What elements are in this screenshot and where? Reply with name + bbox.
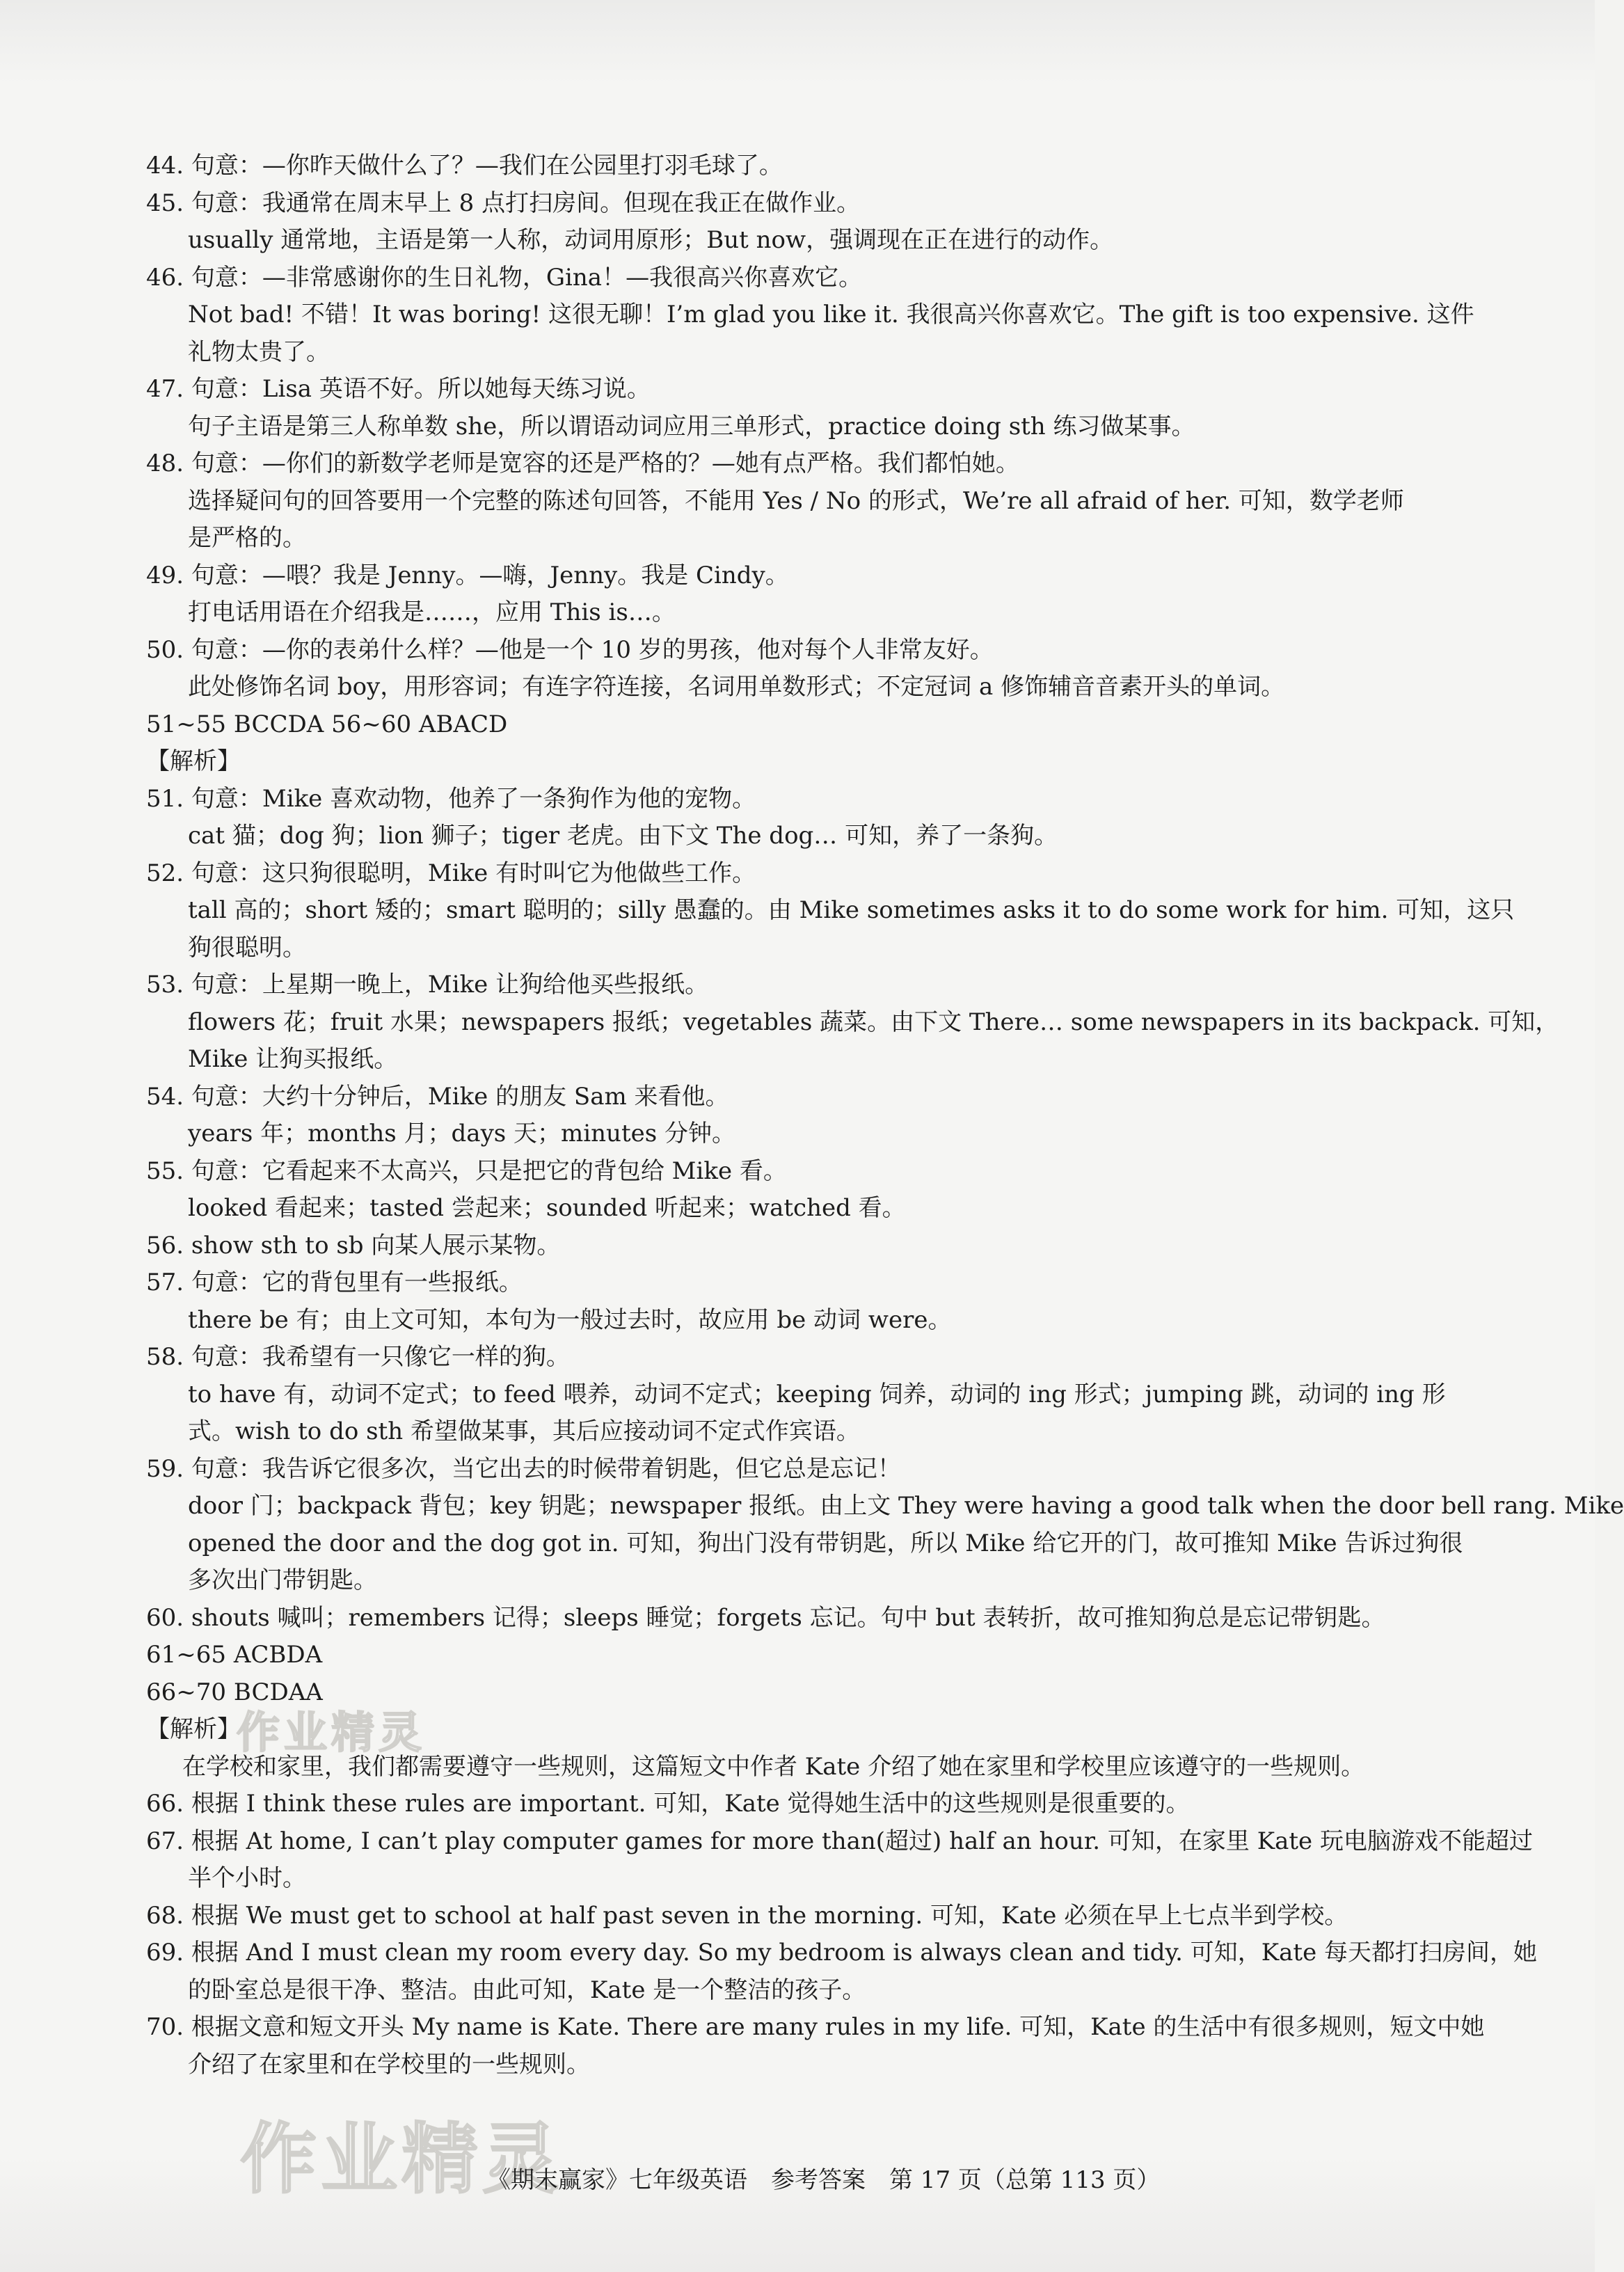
text-line: 59. 句意：我告诉它很多次，当它出去的时候带着钥匙，但它总是忘记！ — [146, 1454, 901, 1483]
text-line: 的卧室总是很干净、整洁。由此可知，Kate 是一个整洁的孩子。 — [188, 1976, 866, 2004]
text-line: 式。wish to do sth 希望做某事，其后应接动词不定式作宾语。 — [188, 1417, 860, 1445]
text-line: 60. shouts 喊叫；remembers 记得；sleeps 睡觉；forgets 忘记。句中 but 表转折，故可推知狗总是忘记带钥匙。 — [146, 1603, 1385, 1632]
text-line: 46. 句意：—非常感谢你的生日礼物，Gina！—我很高兴你喜欢它。 — [146, 263, 863, 292]
text-line: 49. 句意：—喂？我是 Jenny。—嗨，Jenny。我是 Cindy。 — [146, 561, 789, 589]
text-line: 51~55 BCCDA 56~60 ABACD — [146, 710, 508, 738]
text-line: 介绍了在家里和在学校里的一些规则。 — [188, 2050, 590, 2079]
text-line: looked 看起来；tasted 尝起来；sounded 听起来；watched 看。 — [188, 1194, 906, 1222]
text-line: 44. 句意：—你昨天做什么了？—我们在公园里打羽毛球了。 — [146, 152, 783, 180]
text-line: 66~70 BCDAA — [146, 1678, 323, 1706]
text-line: 选择疑问句的回答要用一个完整的陈述句回答，不能用 Yes / No 的形式，We’re all afraid of her. 可知，数学老师 — [188, 486, 1404, 515]
text-line: 打电话用语在介绍我是……，应用 This is…。 — [188, 598, 676, 626]
text-line: 【解析】 — [146, 1715, 241, 1743]
text-line: usually 通常地，主语是第一人称，动词用原形；But now，强调现在正在进行的动作。 — [188, 226, 1114, 254]
text-line: 56. show sth to sb 向某人展示某物。 — [146, 1231, 561, 1260]
text-line: door 门；backpack 背包；key 钥匙；newspaper 报纸。由上文 They were having a good talk when the door bell rang. Mike — [188, 1492, 1624, 1520]
text-line: Mike 让狗买报纸。 — [188, 1045, 398, 1073]
text-line: 51. 句意：Mike 喜欢动物，他养了一条狗作为他的宠物。 — [146, 784, 756, 813]
text-line: 45. 句意：我通常在周末早上 8 点打扫房间。但现在我正在做作业。 — [146, 189, 861, 217]
watermark-bottom: 作业精灵 — [240, 2115, 563, 2204]
text-line: 52. 句意：这只狗很聪明，Mike 有时叫它为他做些工作。 — [146, 859, 756, 887]
text-line: 48. 句意：—你们的新数学老师是宽容的还是严格的？—她有点严格。我们都怕她。 — [146, 450, 1019, 477]
watermark-middle: 作业精灵 — [237, 1707, 427, 1758]
text-line: cat 猫；dog 狗；lion 狮子；tiger 老虎。由下文 The dog… 可知，养了一条狗。 — [188, 822, 1058, 850]
text-line: opened the door and the dog got in. 可知，狗出门没有带钥匙，所以 Mike 给它开的门，故可推知 Mike 告诉过狗很 — [188, 1529, 1463, 1557]
text-line: 54. 句意：大约十分钟后，Mike 的朋友 Sam 来看他。 — [146, 1082, 729, 1111]
text-line: tall 高的；short 矮的；smart 聪明的；silly 愚蠢的。由 Mike sometimes asks it to do some work for him. 可知，这只 — [188, 896, 1515, 924]
answer-text-body — [146, 148, 1624, 2083]
text-line: 多次出门带钥匙。 — [188, 1566, 377, 1594]
text-line: years 年；months 月；days 天；minutes 分钟。 — [188, 1120, 735, 1147]
text-line: 68. 根据 We must get to school at half past seven in the morning. 可知，Kate 必须在早上七点半到学校。 — [146, 1901, 1348, 1930]
text-line: 53. 句意：上星期一晚上，Mike 让狗给他买些报纸。 — [146, 971, 709, 999]
text-line: 50. 句意：—你的表弟什么样？—他是一个 10 岁的男孩，他对每个人非常友好。 — [146, 635, 994, 664]
text-line: 47. 句意：Lisa 英语不好。所以她每天练习说。 — [146, 375, 651, 403]
text-line: 66. 根据 I think these rules are important. 可知，Kate 觉得她生活中的这些规则是很重要的。 — [146, 1790, 1190, 1818]
text-line: 是严格的。 — [188, 524, 306, 552]
text-line: 句子主语是第三人称单数 she，所以谓语动词应用三单形式，practice doing sth 练习做某事。 — [188, 412, 1195, 440]
text-line: 【解析】 — [146, 747, 241, 775]
text-line: 61~65 ACBDA — [146, 1641, 323, 1669]
text-line: 69. 根据 And I must clean my room every day. So my bedroom is always clean and tidy. 可知，Kate 每天都打扫房间，她 — [146, 1939, 1538, 1967]
text-line: 70. 根据文意和短文开头 My name is Kate. There are many rules in my life. 可知，Kate 的生活中有很多规则，短文中她 — [146, 2013, 1485, 2041]
text-line: 67. 根据 At home, I can’t play computer games for more than(超过) half an hour. 可知，在家里 Kate 玩电脑游戏不能超过 — [146, 1827, 1533, 1855]
text-line: 狗很聪明。 — [188, 933, 306, 962]
page-footer: 《期末赢家》七年级英语 参考答案 第 17 页（总第 113 页） — [487, 2166, 1161, 2194]
text-line: 57. 句意：它的背包里有一些报纸。 — [146, 1269, 523, 1296]
text-line: 半个小时。 — [188, 1864, 306, 1892]
text-line: 58. 句意：我希望有一只像它一样的狗。 — [146, 1343, 570, 1371]
text-line: flowers 花；fruit 水果；newspapers 报纸；vegetables 蔬菜。由下文 There… some newspapers in its backpack. 可知， — [188, 1008, 1559, 1036]
text-line: 此处修饰名词 boy，用形容词；有连字符连接，名词用单数形式；不定冠词 a 修饰辅音音素开头的单词。 — [188, 673, 1285, 701]
text-line: 55. 句意：它看起来不太高兴，只是把它的背包给 Mike 看。 — [146, 1157, 787, 1185]
text-line: to have 有，动词不定式；to feed 喂养，动词不定式；keeping 饲养，动词的 ing 形式；jumping 跳，动词的 ing 形 — [188, 1380, 1446, 1408]
text-line: 礼物太贵了。 — [188, 337, 330, 366]
text-line: Not bad! 不错！It was boring! 这很无聊！I’m glad you like it. 我很高兴你喜欢它。The gift is too expensive. 这件 — [188, 301, 1474, 328]
text-line: there be 有；由上文可知，本句为一般过去时，故应用 be 动词 were。 — [188, 1305, 952, 1334]
text-line: 在学校和家里，我们都需要遵守一些规则，这篇短文中作者 Kate 介绍了她在家里和学校里应该遵守的一些规则。 — [182, 1752, 1365, 1781]
